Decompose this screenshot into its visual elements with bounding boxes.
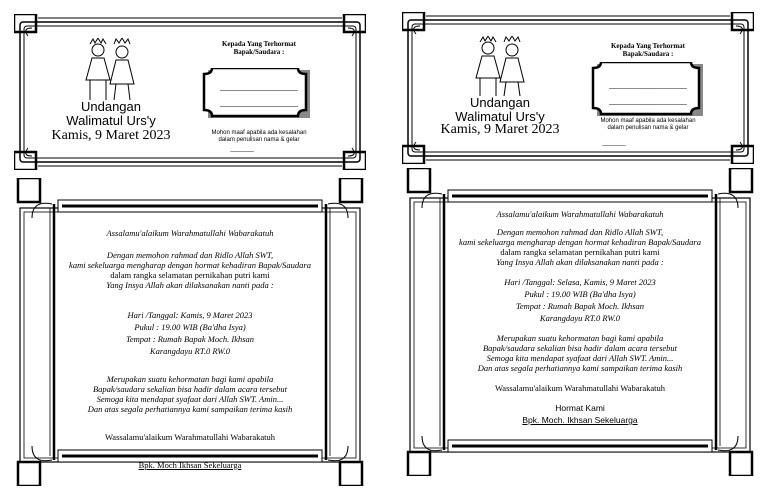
left-letter-card — [14, 178, 366, 486]
intro-line-2: kami sekeluarga mengharap dengan hormat kehadiran Bapak/Saudara — [69, 260, 311, 270]
invitation-subtitle: Walimatul Urs'y — [455, 109, 545, 124]
event-day-date: Hari /Tanggal: Kamis, 9 Maret 2023 — [127, 310, 253, 320]
event-place: Tempat : Rumah Bapak Moch. Ikhsan — [515, 301, 645, 311]
intro-line-1: Dengan memohon rahmad dan Ridlo Allah SWT, — [496, 227, 664, 237]
address-line-1: ____________________ — [220, 84, 298, 91]
event-place: Tempat : Rumah Bapak Moch. Ikhsan — [125, 334, 255, 344]
event-time: Pukul : 19.00 WIB (Ba'dha Isya) — [134, 322, 246, 332]
closing-line-2: Bapak/saudara sekalian bisa hadir dalam acara tersebut — [482, 343, 678, 353]
addressee-subheading: Bapak/Saudara : — [622, 50, 674, 58]
event-date: Kamis, 9 Maret 2023 — [51, 128, 171, 143]
closing-line-2: Bapak/saudara sekalian bisa hadir dalam acara tersebut — [92, 384, 288, 394]
address-line-1: ____________________ — [609, 82, 687, 89]
address-box — [202, 68, 312, 120]
apology-note-1: Mohon maaf apabila ada kesalahan — [211, 130, 307, 136]
event-day-date: Hari /Tanggal: Selasa, Kamis, 9 Maret 2023 — [504, 277, 656, 287]
right-envelope-card — [402, 12, 754, 164]
addressee-heading: Kepada Yang Terhormat — [610, 42, 686, 50]
closing-line-3: Semoga kita mendapat syafaat dari Allah SWT. Amin... — [96, 394, 284, 404]
event-address: Karangdayu RT.0 RW.0 — [149, 346, 231, 356]
event-date: Kamis, 9 Maret 2023 — [440, 122, 560, 137]
closing-line-1: Merupakan suatu kehormatan bagi kami apabila — [496, 333, 664, 343]
closing-line-4: Dan atas segala perhatiannya kami sampaikan terima kasih — [477, 363, 683, 373]
address-line-2: ____________________ — [220, 100, 298, 107]
addressee-subheading: Bapak/Saudara : — [233, 48, 285, 56]
apology-note-2: dalam penulisan nama & gelar — [607, 125, 689, 131]
signature: Bpk. Moch. Ikhsan Sekeluarga — [522, 415, 638, 425]
addressee-heading: Kepada Yang Terhormat — [221, 40, 297, 48]
intro-line-4: Yang Insya Allah akan dilaksanakan nanti pada : — [496, 257, 664, 267]
left-envelope-card — [14, 14, 366, 170]
intro-line-3: dalam rangka selamatan pernikahan putri kami — [110, 270, 270, 280]
intro-line-3: dalam rangka selamatan pernikahan putri kami — [500, 247, 660, 257]
bride-groom-illustration — [470, 36, 530, 98]
address-box — [591, 62, 705, 118]
event-address: Karangdayu RT.0 RW.0 — [539, 313, 621, 323]
ornamental-border — [14, 14, 366, 170]
invitation-title: Undangan — [470, 95, 530, 110]
closing-line-3: Semoga kita mendapat syafaat dari Allah SWT. Amin... — [486, 353, 674, 363]
closing-line-1: Merupakan suatu kehormatan bagi kami apabila — [106, 374, 274, 384]
apology-note-2: dalam penulisan nama & gelar — [218, 137, 300, 143]
intro-line-4: Yang Insya Allah akan dilaksanakan nanti pada : — [106, 280, 274, 290]
invitation-subtitle: Walimatul Urs'y — [66, 113, 156, 128]
event-time: Pukul : 19.00 WIB (Ba'dha Isya) — [524, 289, 636, 299]
apology-note-1: Mohon maaf apabila ada kesalahan — [600, 118, 696, 124]
invitation-title: Undangan — [81, 99, 141, 114]
greeting: Assalamu'alaikum Warahmatullahi Wabarakatuh — [106, 228, 274, 238]
intro-line-1: Dengan memohon rahmad dan Ridlo Allah SWT, — [106, 250, 274, 260]
intro-line-2: kami sekeluarga mengharap dengan hormat kehadiran Bapak/Saudara — [459, 237, 701, 247]
right-letter-card — [404, 168, 756, 476]
dash-line: _______ — [602, 140, 626, 146]
address-line-2: ____________________ — [609, 98, 687, 105]
signature: Bpk. Moch Ikhsan Sekeluarga — [138, 460, 242, 470]
farewell: Wassalamu'alaikum Warahmatullahi Wabarakatuh — [494, 383, 666, 393]
farewell: Wassalamu'alaikum Warahmatullahi Wabarakatuh — [104, 432, 276, 442]
regards: Hormat Kami — [555, 403, 605, 413]
dash-line: _______ — [230, 146, 254, 152]
greeting: Assalamu'alaikum Warahmatullahi Wabarakatuh — [496, 209, 664, 219]
closing-line-4: Dan atas segala perhatiannya kami sampaikan terima kasih — [87, 404, 293, 414]
bride-groom-illustration — [80, 38, 140, 102]
